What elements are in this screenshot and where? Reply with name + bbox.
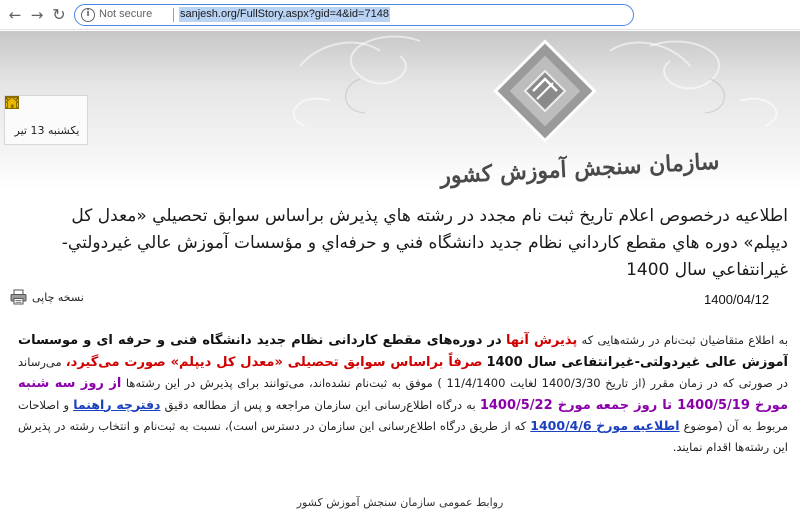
- print-version-link[interactable]: [10, 289, 84, 305]
- address-bar[interactable]: [74, 4, 634, 26]
- body-highlight-purple: از روز سه شنبه مورخ 1400/5/19 تا روز جمعه مورخ 1400/5/22: [18, 376, 788, 413]
- reload-icon[interactable]: ↻: [52, 5, 66, 24]
- date-box: [4, 95, 88, 145]
- body-highlight-red: صرفاً براساس سوابق تحصیلی «معدل کل دیپلم» صورت می‌گیرد،: [65, 354, 483, 370]
- body-segment: و اصلاحات مربوط به آن (موضوع: [18, 397, 788, 433]
- article-date: 1400/04/12: [704, 292, 770, 307]
- security-label[interactable]: Not secure: [99, 8, 153, 20]
- article-footer-signature: روابط عمومی سازمان سنجش آموزش کشور: [296, 496, 504, 509]
- body-segment: به درگاه اطلاع‌رسانی این سازمان مراجعه و پس از مطالعه دقیق: [164, 397, 476, 412]
- body-segment-bold: در دوره‌های مقطع کاردانی نظام جدید دانشگاه فنی و حرفه ای و موسسات آموزش عالی غیردولتی-غیرانتفاعی سال 1400: [18, 333, 788, 370]
- print-label[interactable]: نسخه چاپی: [32, 290, 84, 304]
- back-arrow-icon[interactable]: ←: [8, 6, 22, 24]
- browser-toolbar: [0, 0, 800, 30]
- body-segment: می‌رساند در صورتی که در زمان مقرر (از تاریخ 1400/3/30 لغایت 11/4/1400 ) موفق به ثبت‌نام نشده‌اند، می‌توانند برای پذیرش در این رشته‌ها: [18, 354, 788, 390]
- body-segment: که از طریق درگاه اطلاع‌رسانی این سازمان در دسترس است)، نسبت به ثبت‌نام و انتخاب رشته در پذیرش این رشته‌ها اقدام نمایند.: [18, 419, 788, 454]
- body-highlight-red: پذیرش آنها: [506, 333, 578, 348]
- home-icon[interactable]: [5, 96, 19, 109]
- url-separator: [173, 8, 174, 22]
- article-body: [18, 330, 788, 480]
- printer-icon[interactable]: [10, 289, 27, 305]
- announcement-link[interactable]: اطلاعیه مورخ 1400/4/6: [530, 418, 680, 433]
- organization-name: سازمان سنجش آموزش كشور: [439, 148, 721, 189]
- info-warning-icon[interactable]: i: [81, 8, 95, 22]
- site-header: [0, 31, 800, 189]
- article-title: اطلاعيه درخصوص اعلام تاريخ ثبت نام مجدد در رشته هاي پذيرش براساس سوابق تحصيلي «معدل كل ديپلم» دوره هاي مقطع كارداني نظام جديد دانشگاه فني و حرفه‌اي و مؤسسات آموزش عالي غيردولتي- غيرانتفاعي سال 1400: [61, 206, 788, 280]
- guidebook-link[interactable]: دفترچه راهنما: [73, 396, 161, 412]
- header-date: يكشنبه 13 تير: [14, 124, 80, 137]
- forward-arrow-icon[interactable]: →: [30, 6, 44, 24]
- organization-logo: [496, 42, 595, 141]
- body-segment: به اطلاع متقاضیان ثبت‌نام در رشته‌هایی که: [581, 333, 788, 347]
- url-text[interactable]: sanjesh.org/FullStory.aspx?gid=4&id=7148: [180, 8, 389, 20]
